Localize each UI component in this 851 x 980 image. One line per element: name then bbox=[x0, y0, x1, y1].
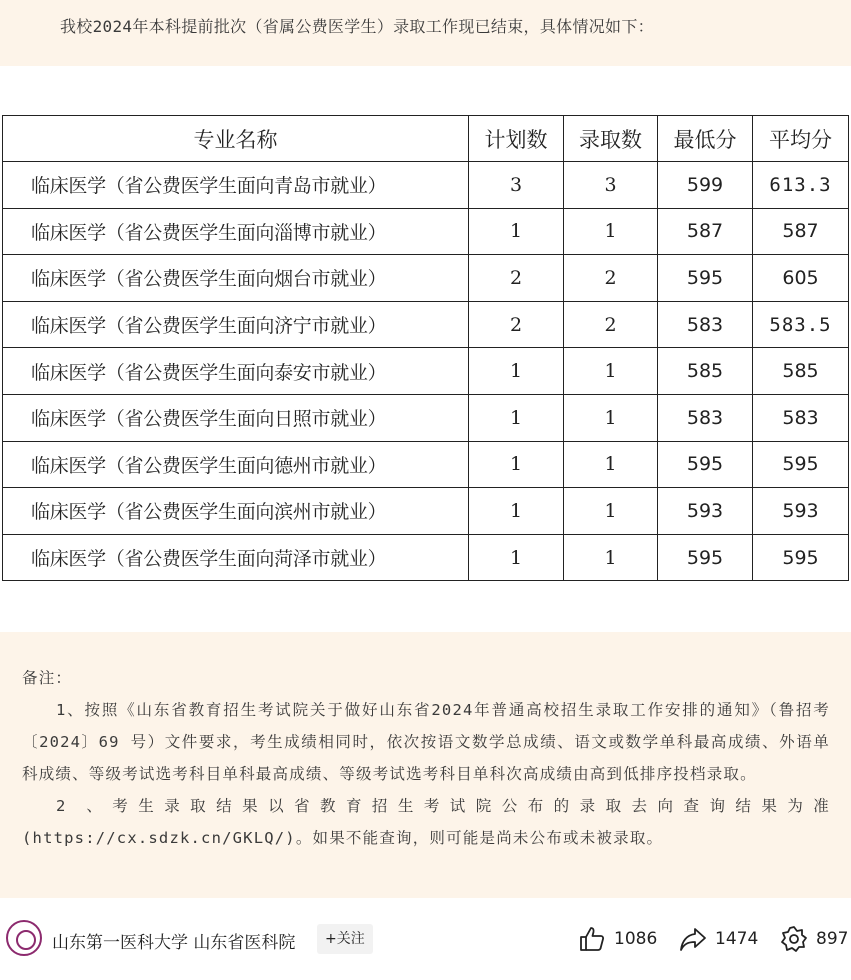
cell-plan: 3 bbox=[469, 162, 564, 209]
cell-avg-score: 587 bbox=[753, 208, 849, 255]
cell-avg-score: 613.3 bbox=[753, 162, 849, 209]
header-admitted: 录取数 bbox=[564, 116, 658, 162]
intro-text: 我校2024年本科提前批次（省属公费医学生）录取工作现已结束，具体情况如下： bbox=[60, 17, 654, 36]
cell-avg-score: 583.5 bbox=[753, 301, 849, 348]
admission-table bbox=[2, 115, 849, 581]
cell-admitted: 3 bbox=[564, 162, 658, 209]
note-item-1: 1、按照《山东省教育招生考试院关于做好山东省2024年普通高校招生录取工作安排的通知》（鲁招考〔2024〕69 号）文件要求，考生成绩相同时，依次按语文数学总成绩、语文或数学单科最高成绩、外语单科成绩、等级考试选考科目单科最高成绩、等级考试选考科目单科次高成绩由高到低排序投档录取。 bbox=[22, 701, 830, 783]
cell-admitted: 1 bbox=[564, 394, 658, 441]
cell-min-score: 593 bbox=[658, 488, 753, 535]
like-button[interactable] bbox=[578, 924, 657, 954]
cell-major: 临床医学（省公费医学生面向烟台市就业） bbox=[3, 255, 469, 302]
cell-min-score: 585 bbox=[658, 348, 753, 395]
table-row bbox=[3, 394, 849, 441]
notes-body bbox=[22, 662, 830, 854]
table-row bbox=[3, 534, 849, 581]
recommend-icon bbox=[780, 925, 808, 953]
cell-admitted: 2 bbox=[564, 255, 658, 302]
cell-admitted: 1 bbox=[564, 534, 658, 581]
cell-major: 临床医学（省公费医学生面向青岛市就业） bbox=[3, 162, 469, 209]
cell-admitted: 1 bbox=[564, 441, 658, 488]
table-row bbox=[3, 162, 849, 209]
cell-major: 临床医学（省公费医学生面向菏泽市就业） bbox=[3, 534, 469, 581]
cell-admitted: 1 bbox=[564, 488, 658, 535]
cell-admitted: 1 bbox=[564, 208, 658, 255]
cell-major: 临床医学（省公费医学生面向济宁市就业） bbox=[3, 301, 469, 348]
recommend-count: 897 bbox=[816, 929, 849, 949]
table-row bbox=[3, 301, 849, 348]
table-row bbox=[3, 441, 849, 488]
cell-major: 临床医学（省公费医学生面向德州市就业） bbox=[3, 441, 469, 488]
article-footer bbox=[0, 910, 851, 970]
header-plan: 计划数 bbox=[469, 116, 564, 162]
cell-min-score: 595 bbox=[658, 534, 753, 581]
notes-section bbox=[0, 632, 851, 898]
table-header-row bbox=[3, 116, 849, 162]
cell-avg-score: 593 bbox=[753, 488, 849, 535]
cell-plan: 1 bbox=[469, 534, 564, 581]
cell-avg-score: 595 bbox=[753, 441, 849, 488]
like-count: 1086 bbox=[614, 929, 658, 949]
cell-min-score: 583 bbox=[658, 301, 753, 348]
share-button[interactable] bbox=[679, 924, 758, 954]
table-row bbox=[3, 208, 849, 255]
cell-major: 临床医学（省公费医学生面向日照市就业） bbox=[3, 394, 469, 441]
cell-admitted: 2 bbox=[564, 301, 658, 348]
notes-title: 备注： bbox=[22, 669, 73, 687]
cell-major: 临床医学（省公费医学生面向滨州市就业） bbox=[3, 488, 469, 535]
cell-min-score: 595 bbox=[658, 255, 753, 302]
follow-button[interactable]: +关注 bbox=[317, 924, 373, 954]
cell-avg-score: 595 bbox=[753, 534, 849, 581]
table-row bbox=[3, 488, 849, 535]
cell-min-score: 599 bbox=[658, 162, 753, 209]
school-logo[interactable] bbox=[6, 920, 42, 956]
org-name[interactable]: 山东第一医科大学 山东省医科院 bbox=[52, 933, 296, 953]
intro-banner bbox=[0, 0, 851, 66]
header-min-score: 最低分 bbox=[658, 116, 753, 162]
cell-avg-score: 583 bbox=[753, 394, 849, 441]
table-row bbox=[3, 255, 849, 302]
cell-avg-score: 605 bbox=[753, 255, 849, 302]
cell-major: 临床医学（省公费医学生面向泰安市就业） bbox=[3, 348, 469, 395]
cell-min-score: 587 bbox=[658, 208, 753, 255]
cell-major: 临床医学（省公费医学生面向淄博市就业） bbox=[3, 208, 469, 255]
share-arrow-icon bbox=[679, 925, 707, 953]
header-avg-score: 平均分 bbox=[753, 116, 849, 162]
table-row bbox=[3, 348, 849, 395]
header-major: 专业名称 bbox=[3, 116, 469, 162]
cell-min-score: 583 bbox=[658, 394, 753, 441]
cell-plan: 1 bbox=[469, 394, 564, 441]
note-item-2: 2 、考生录取结果以省教育招生考试院公布的录取去向查询结果为准(https://cx.sdzk.cn/GKLQ/)。如果不能查询，则可能是尚未公布或未被录取。 bbox=[22, 797, 830, 847]
thumbs-up-icon bbox=[578, 925, 606, 953]
cell-plan: 1 bbox=[469, 441, 564, 488]
cell-plan: 1 bbox=[469, 348, 564, 395]
cell-plan: 2 bbox=[469, 301, 564, 348]
cell-plan: 2 bbox=[469, 255, 564, 302]
cell-plan: 1 bbox=[469, 208, 564, 255]
cell-admitted: 1 bbox=[564, 348, 658, 395]
recommend-button[interactable] bbox=[780, 924, 848, 954]
share-count: 1474 bbox=[715, 929, 759, 949]
cell-avg-score: 585 bbox=[753, 348, 849, 395]
cell-min-score: 595 bbox=[658, 441, 753, 488]
cell-plan: 1 bbox=[469, 488, 564, 535]
